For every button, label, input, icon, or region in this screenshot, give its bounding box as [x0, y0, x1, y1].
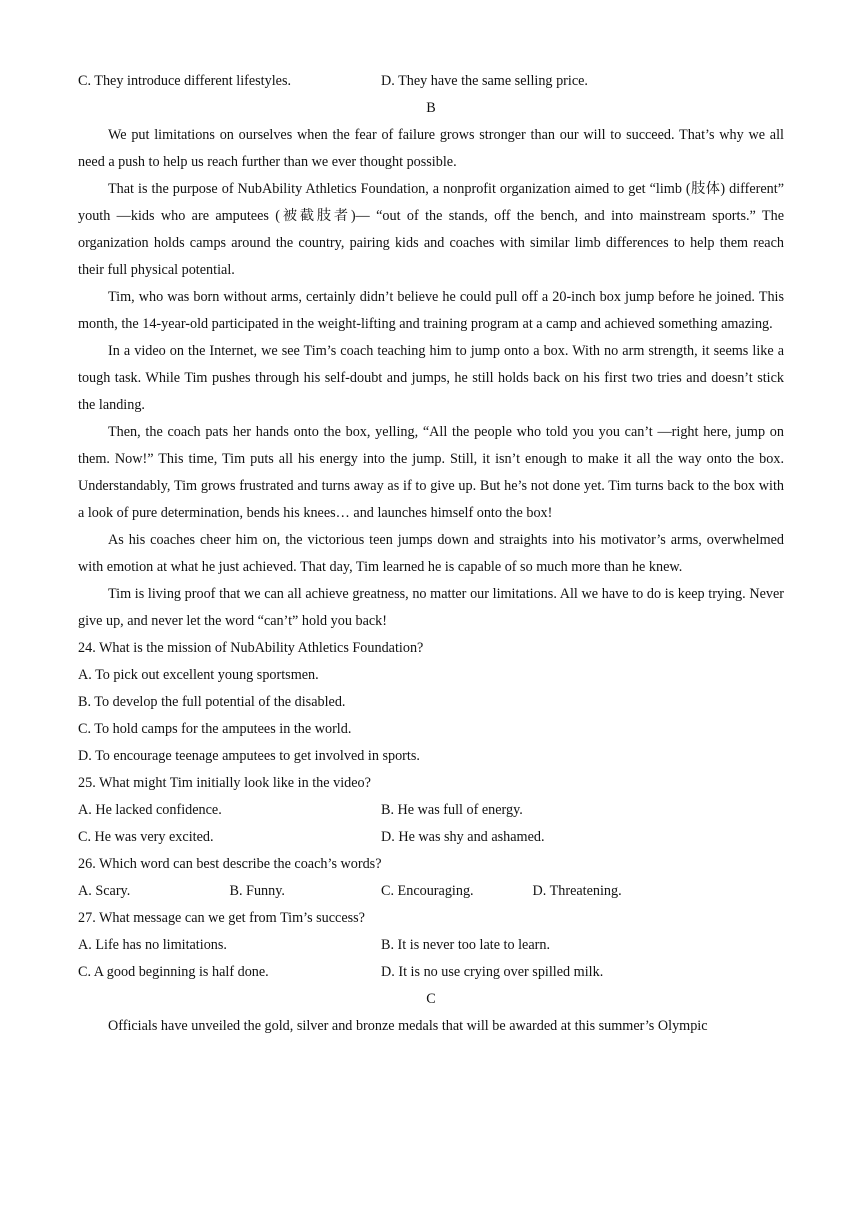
question-25-option-d: D. He was shy and ashamed.: [381, 829, 545, 845]
prev-question-options: [78, 68, 784, 95]
question-24-option-d: D. To encourage teenage amputees to get involved in sports.: [78, 748, 420, 764]
question-27-stem: 27. What message can we get from Tim’s success?: [78, 910, 365, 926]
exam-page: [78, 68, 784, 1040]
question-26-option-b: B. Funny.: [229, 883, 285, 899]
question-25-option-c: C. He was very excited.: [78, 829, 214, 845]
passage-paragraph: In a video on the Internet, we see Tim’s coach teaching him to jump onto a box. With no arm strength, it seems like a tough task. While Tim pushes through his self-doubt and jumps, he still holds back on his first two tries and doesn’t stick the landing.: [78, 343, 784, 413]
section-c-first-line: Officials have unveiled the gold, silver and bronze medals that will be awarded at this summer’s Olympic: [108, 1018, 708, 1034]
question-24-option-c: C. To hold camps for the amputees in the world.: [78, 721, 352, 737]
question-24-stem: 24. What is the mission of NubAbility Athletics Foundation?: [78, 640, 424, 656]
question-27-option-b: B. It is never too late to learn.: [381, 937, 551, 953]
question-24-option-b: B. To develop the full potential of the disabled.: [78, 694, 346, 710]
question-25-options-row-1: [78, 797, 784, 824]
question-26-option-a: A. Scary.: [78, 883, 131, 899]
passage-paragraph: Tim, who was born without arms, certainly didn’t believe he could pull off a 20-inch box jump before he joined. This month, the 14-year-old participated in the weight-lifting and training program at a camp and achieved something amazing.: [78, 289, 784, 332]
question-27-options-row-2: [78, 959, 784, 986]
question-27-option-c: C. A good beginning is half done.: [78, 964, 269, 980]
question-25-option-b: B. He was full of energy.: [381, 802, 523, 818]
question-26-option-d: D. Threatening.: [532, 883, 622, 899]
section-b-heading: B: [426, 100, 436, 116]
question-24-option-a: A. To pick out excellent young sportsmen.: [78, 667, 319, 683]
question-26-options: [78, 878, 784, 905]
question-25-option-a: A. He lacked confidence.: [78, 802, 222, 818]
option-d: D. They have the same selling price.: [381, 73, 588, 89]
passage-paragraph: That is the purpose of NubAbility Athletics Foundation, a nonprofit organization aimed to get “limb (肢体) different” youth —kids who are amputees (被截肢者)— “out of the stands, off the bench, and into mainstream sports.” The organization holds camps around the country, pairing kids and coaches with similar limb differences to help them reach their full physical potential.: [78, 181, 784, 278]
question-25-options-row-2: [78, 824, 784, 851]
section-c-heading: C: [426, 991, 436, 1007]
passage-paragraph: As his coaches cheer him on, the victorious teen jumps down and straights into his motivator’s arms, overwhelmed with emotion at what he just achieved. That day, Tim learned he is capable of so much more than he knew.: [78, 532, 784, 575]
question-27-option-d: D. It is no use crying over spilled milk.: [381, 964, 604, 980]
question-25-stem: 25. What might Tim initially look like in the video?: [78, 775, 371, 791]
question-27-option-a: A. Life has no limitations.: [78, 937, 227, 953]
passage-paragraph: Tim is living proof that we can all achieve greatness, no matter our limitations. All we have to do is keep trying. Never give up, and never let the word “can’t” hold you back!: [78, 586, 784, 629]
passage-paragraph: Then, the coach pats her hands onto the box, yelling, “All the people who told you you can’t —right here, jump on them. Now!” This time, Tim puts all his energy into the jump. Still, it isn’t enough to make it all the way onto the box. Understandably, Tim grows frustrated and turns away as if to give up. But he’s not done yet. Tim turns back to the box with a look of pure determination, bends his knees… and launches himself onto the box!: [78, 424, 784, 521]
question-26-option-c: C. Encouraging.: [381, 883, 474, 899]
passage-paragraph: We put limitations on ourselves when the fear of failure grows stronger than our will to succeed. That’s why we all need a push to help us reach further than we ever thought possible.: [78, 127, 784, 170]
option-c: C. They introduce different lifestyles.: [78, 73, 292, 89]
question-26-stem: 26. Which word can best describe the coach’s words?: [78, 856, 382, 872]
question-27-options-row-1: [78, 932, 784, 959]
